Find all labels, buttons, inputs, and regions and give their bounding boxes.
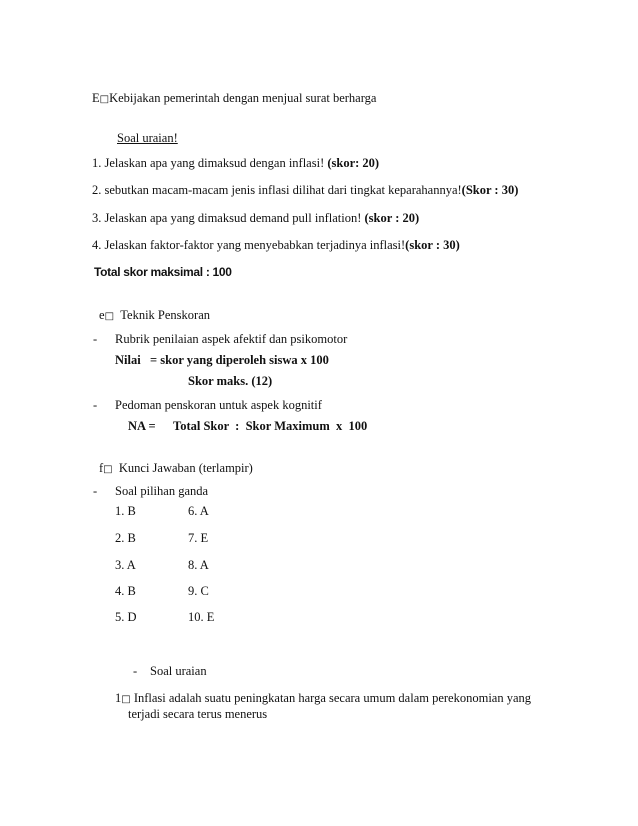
kunci-heading: f□ Kunci Jawaban (terlampir) bbox=[99, 461, 253, 475]
answer-left: 3. A bbox=[115, 558, 136, 572]
pilihan-ganda-title: Soal pilihan ganda bbox=[115, 484, 209, 498]
total-score: Total skor maksimal : 100 bbox=[94, 265, 232, 279]
section-e-line bbox=[92, 90, 376, 108]
question-3: 3. Jelaskan apa yang dimaksud demand pull inflation! (skor : 20) bbox=[92, 211, 420, 225]
pilihan-ganda-dash: - bbox=[93, 484, 98, 498]
question-4: 4. Jelaskan faktor-faktor yang menyebabkan terjadinya inflasi!(skor : 30) bbox=[92, 238, 460, 252]
pedoman-formula-label: NA = bbox=[128, 419, 156, 433]
answer-right: 10. E bbox=[188, 610, 215, 624]
soal-uraian2-dash: - bbox=[133, 664, 138, 678]
missing-glyph-icon: □ bbox=[121, 694, 131, 705]
rubrik-dash: - bbox=[93, 332, 98, 346]
missing-glyph-icon: □ bbox=[99, 94, 110, 105]
missing-glyph-icon: □ bbox=[104, 311, 115, 322]
rubrik-formula-denominator: Skor maks. (12) bbox=[188, 374, 273, 388]
question-1: 1. Jelaskan apa yang dimaksud dengan inflasi! (skor: 20) bbox=[92, 156, 380, 170]
section-e-marker: E bbox=[92, 91, 100, 105]
answer-right: 9. C bbox=[188, 584, 209, 598]
missing-glyph-icon: □ bbox=[103, 464, 113, 475]
pedoman-dash: - bbox=[93, 398, 98, 412]
answer-right: 7. E bbox=[188, 531, 209, 545]
answer-left: 4. B bbox=[115, 584, 136, 598]
jawaban-1-line2: terjadi secara terus menerus bbox=[128, 707, 268, 721]
answer-left: 2. B bbox=[115, 531, 136, 545]
answer-right: 6. A bbox=[188, 504, 209, 518]
pedoman-text: Pedoman penskoran untuk aspek kognitif bbox=[115, 398, 322, 412]
rubrik-formula-numerator: = skor yang diperoleh siswa x 100 bbox=[150, 353, 329, 367]
pedoman-formula-body: Total Skor : Skor Maximum x 100 bbox=[173, 419, 368, 433]
rubrik-formula-label: Nilai bbox=[115, 353, 141, 367]
soal-uraian-heading: Soal uraian! bbox=[117, 131, 178, 145]
answer-left: 1. B bbox=[115, 504, 136, 518]
jawaban-1-line1: 1□ Inflasi adalah suatu peningkatan harga secara umum dalam perekonomian yang bbox=[115, 691, 532, 705]
answer-right: 8. A bbox=[188, 558, 209, 572]
rubrik-text: Rubrik penilaian aspek afektif dan psikomotor bbox=[115, 332, 348, 346]
soal-uraian2-title: Soal uraian bbox=[150, 664, 207, 678]
teknik-heading: e□ Teknik Penskoran bbox=[99, 308, 210, 322]
question-2: 2. sebutkan macam-macam jenis inflasi dilihat dari tingkat keparahannya!(Skor : 30) bbox=[92, 183, 519, 197]
answer-left: 5. D bbox=[115, 610, 137, 624]
section-e-text: Kebijakan pemerintah dengan menjual surat berharga bbox=[109, 91, 377, 105]
